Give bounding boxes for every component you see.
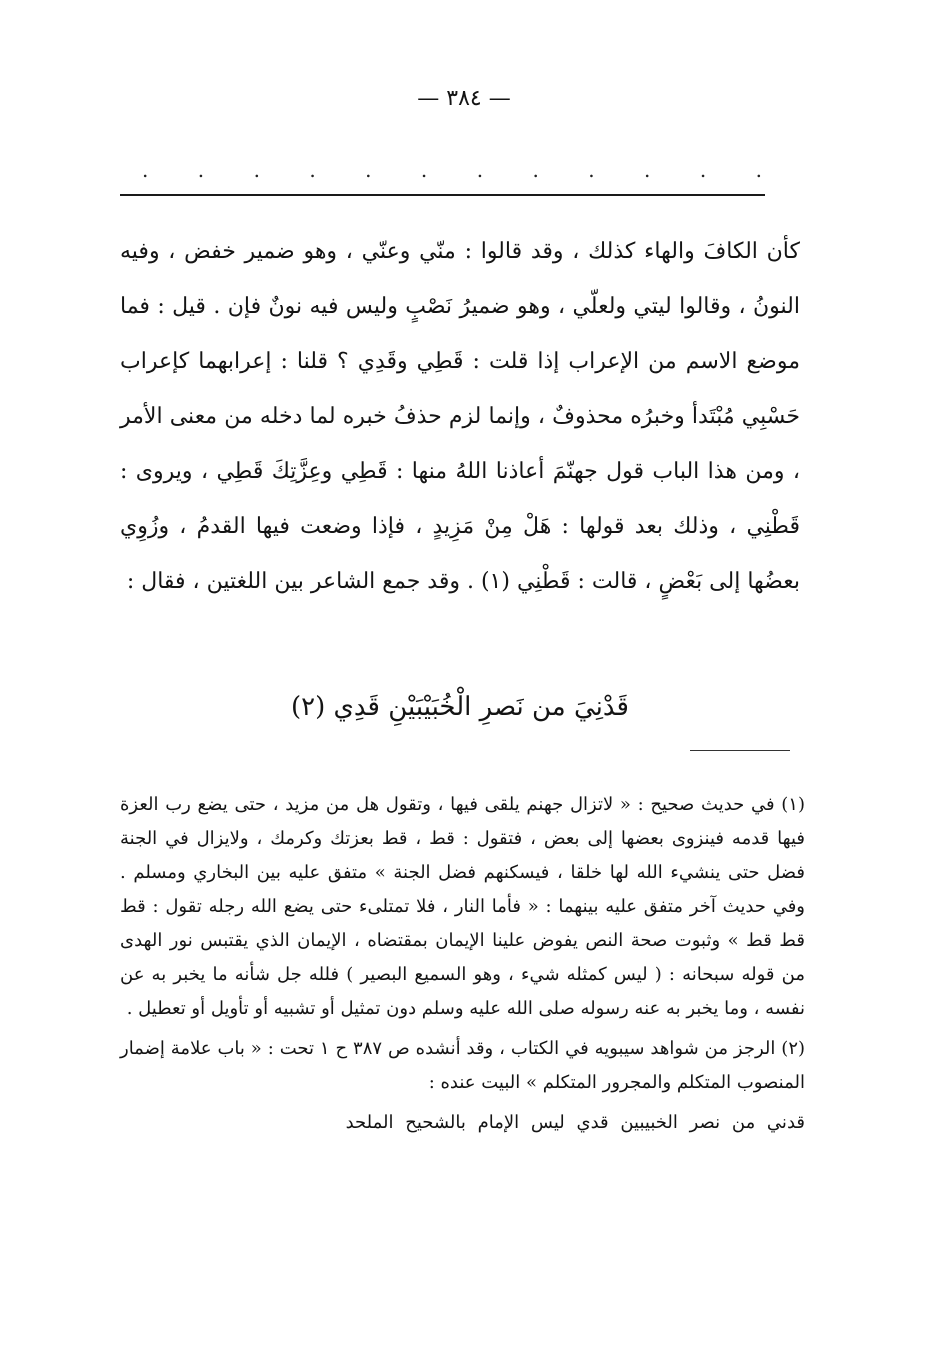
dot: . <box>755 158 762 182</box>
main-text <box>120 224 800 609</box>
dot: . <box>309 158 316 182</box>
body-paragraph: كأن الكافَ والهاء كذلك ، وقد قالوا : منّي وعنّي ، وهو ضمير خفض ، وفيه النونُ ، وقالوا ليتي ولعلّي ، وهو ضميرُ نَصْبٍ وليس فيه نونٌ فإن . قيل : فما موضع الاسم من الإعراب إذا قلت : قَطِي وقَدِي ؟ قلنا : إعرابهما كإعراب حَسْبِي مُبْتَدأ وخبرُه محذوفٌ ، وإنما لزم حذفُ خبره لما دخله من معنى الأمر ، ومن هذا الباب قول جهنّمَ أعاذنا اللهُ منها : قَطِي وعِزَّتِكَ قَطِي ، ويروى : قَطْنِي ، وذلك بعد قولها : هَلْ مِنْ مَزِيدٍ ، فإذا وضعت فيها القدمُ ، وزُوِي بعضُها إلى بَعْضٍ ، قالت : قَطْنِي (١) . وقد جمع الشاعر بين اللغتين ، فقال : <box>120 239 800 594</box>
dot: . <box>644 158 651 182</box>
footnote-2: (٢) الرجز من شواهد سيبويه في الكتاب ، وقد أنشده ص ٣٨٧ ح ١ تحت : « باب علامة إضمار المنصوب المتكلم والمجرور المتكلم » البيت عنده : <box>120 1038 806 1093</box>
dot: . <box>365 158 372 182</box>
dot: . <box>420 158 428 182</box>
dot: . <box>532 158 539 182</box>
dot: . <box>253 158 260 182</box>
page-number: — ٣٨٤ — <box>417 86 511 111</box>
footnote-rule <box>690 750 790 751</box>
dotted-separator <box>142 160 762 180</box>
footnote-1: (١) في حديث صحيح : « لاتزال جهنم يلقى فيها ، وتقول هل من مزيد ، حتى يضع رب العزة فيها قدمه فينزوى بعضها إلى بعض ، فتقول : قط ، قط بعزتك وكرمك ، ولايزال في الجنة فضل حتى ينشيء الله لها خلقا ، فيسكنهم فضل الجنة » متفق عليه بين البخاري ومسلم . وفي حديث آخر متفق عليه بينهما : « فأما النار ، فلا تمتلىء حتى يضع الله رجله تقول : قط قط قط » وثبوت صحة النص يفوض علينا الإيمان بمقتضاه ، الإيمان الذي يقتبس نور الهدى من قوله سبحانه : ( ليس كمثله شيء ، وهو السميع البصير ) فلله جل شأنه ما يخبر به عن نفسه ، وما يخبر به عنه رسوله صلى الله عليه وسلم دون تمثيل أو تشبيه أو تأويل أو تعطيل . <box>120 794 805 1019</box>
footnote-2-verse: قدني من نصر الخبيبين قدي ليس الإمام بالشحيح الملحد <box>345 1112 805 1133</box>
dot: . <box>476 158 484 182</box>
verse-line: قَدْنِيَ من نَصرِ الْخُبَيْبَيْنِ قَدِي (٢) <box>291 692 629 722</box>
dot: . <box>197 158 205 182</box>
dot: . <box>588 158 595 182</box>
footnotes <box>120 788 805 1140</box>
dot: . <box>699 158 707 182</box>
dot: . <box>142 158 149 182</box>
header-rule <box>120 194 765 196</box>
